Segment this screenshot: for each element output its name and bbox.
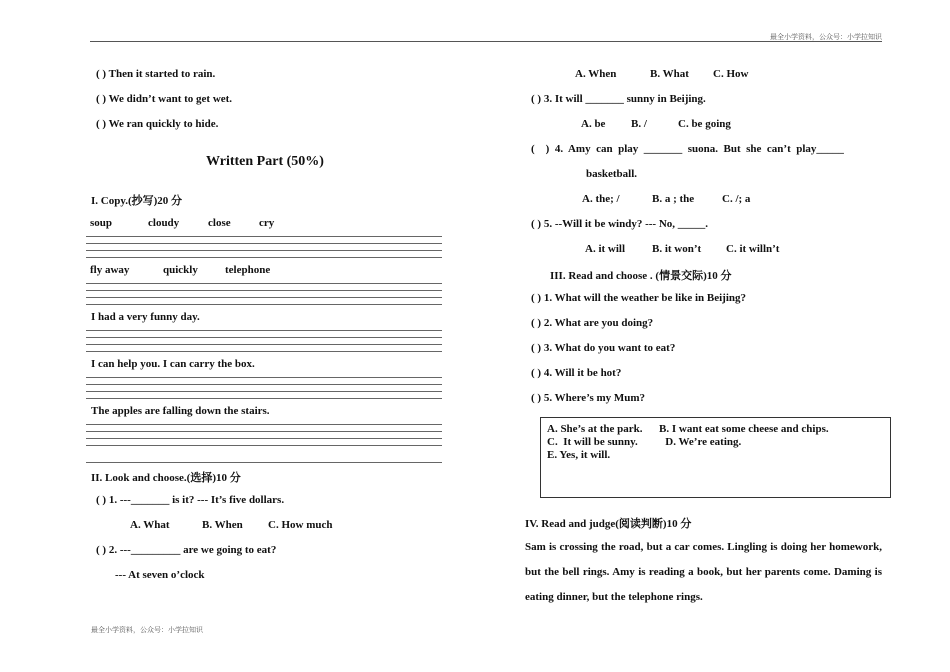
writing-line <box>86 438 442 439</box>
box-line-3: E. Yes, it will. <box>547 449 611 461</box>
box-line-1: A. She’s at the park. B. I want eat some cheese and chips. <box>547 423 829 435</box>
writing-line <box>86 304 442 305</box>
writing-line <box>86 250 442 251</box>
judge-item-1: ( ) Then it started to rain. <box>96 68 216 80</box>
writing-line <box>86 377 442 378</box>
q1-option-a: A. What <box>130 519 170 531</box>
writing-line <box>86 431 442 432</box>
writing-line <box>86 330 442 331</box>
writing-line <box>86 424 442 425</box>
read-choose-heading: III. Read and choose . (情景交际)10 分 <box>550 270 732 282</box>
look-choose-heading: II. Look and choose.(选择)10 分 <box>91 472 241 484</box>
question-4: ( ) 4. Amy can play _______ suona. But she can’t play_____ <box>531 143 844 155</box>
q4-option-a: A. the; / <box>582 193 620 205</box>
copy-word: quickly <box>163 264 198 276</box>
rc-item-3: ( ) 3. What do you want to eat? <box>531 342 676 354</box>
q5-option-c: C. it willn’t <box>726 243 780 255</box>
copy-word: cry <box>259 217 275 229</box>
q4-option-c: C. /; a <box>722 193 751 205</box>
question-4-cont: basketball. <box>586 168 638 180</box>
written-part-title: Written Part (50%) <box>206 154 324 169</box>
question-1: ( ) 1. ---_______ is it? --- It’s five dollars. <box>96 494 285 506</box>
q5-option-b: B. it won’t <box>652 243 702 255</box>
q5-option-a: A. it will <box>585 243 626 255</box>
rc-item-4: ( ) 4. Will it be hot? <box>531 367 622 379</box>
header-note: 最全小学资料，公众号：小学拉知识 <box>770 33 882 41</box>
writing-line <box>86 344 442 345</box>
writing-line <box>86 445 442 446</box>
writing-line <box>86 391 442 392</box>
rc-item-2: ( ) 2. What are you doing? <box>531 317 654 329</box>
q3-option-b: B. / <box>631 118 647 130</box>
rc-item-5: ( ) 5. Where’s my Mum? <box>531 392 646 404</box>
copy-word: telephone <box>225 264 271 276</box>
writing-line <box>86 351 442 352</box>
q2-option-a: A. When <box>575 68 617 80</box>
writing-line <box>86 283 442 284</box>
judge-item-3: ( ) We ran quickly to hide. <box>96 118 219 130</box>
writing-line <box>86 462 442 463</box>
q2-option-c: C. How <box>713 68 749 80</box>
copy-sentence-2: I can help you. I can carry the box. <box>91 358 255 370</box>
q2-option-b: B. What <box>650 68 689 80</box>
footer-note: 最全小学资料，公众号：小学拉知识 <box>91 626 203 634</box>
q2-answer: --- At seven o’clock <box>115 569 205 581</box>
writing-line <box>86 398 442 399</box>
question-3: ( ) 3. It will _______ sunny in Beijing. <box>531 93 706 105</box>
copy-word: cloudy <box>148 217 180 229</box>
reading-passage: Sam is crossing the road, but a car comes. Lingling is doing her homework, but the bell rings. Amy is reading a book, but her parents come. Daming is eating dinner, but the telephone rings. <box>525 541 882 603</box>
box-line-2: C. It will be sunny. D. We’re eating. <box>547 436 742 448</box>
writing-line <box>86 243 442 244</box>
copy-sentence-3: The apples are falling down the stairs. <box>91 405 270 417</box>
writing-line <box>86 290 442 291</box>
header-divider <box>90 41 882 42</box>
rc-item-1: ( ) 1. What will the weather be like in Beijing? <box>531 292 747 304</box>
copy-sentence-1: I had a very funny day. <box>91 311 200 323</box>
q3-option-a: A. be <box>581 118 606 130</box>
copy-word: soup <box>90 217 113 229</box>
q1-option-c: C. How much <box>268 519 333 531</box>
q4-option-b: B. a ; the <box>652 193 695 205</box>
copy-heading: I. Copy.(抄写)20 分 <box>91 195 183 207</box>
judge-item-2: ( ) We didn’t want to get wet. <box>96 93 233 105</box>
writing-line <box>86 384 442 385</box>
writing-line <box>86 236 442 237</box>
copy-word: fly away <box>90 264 130 276</box>
read-judge-heading: IV. Read and judge(阅读判断)10 分 <box>525 518 692 530</box>
q1-option-b: B. When <box>202 519 243 531</box>
q3-option-c: C. be going <box>678 118 731 130</box>
copy-word: close <box>208 217 231 229</box>
writing-line <box>86 297 442 298</box>
question-5: ( ) 5. --Will it be windy? --- No, _____. <box>531 218 709 230</box>
question-2: ( ) 2. ---_________ are we going to eat? <box>96 544 277 556</box>
writing-line <box>86 337 442 338</box>
writing-line <box>86 257 442 258</box>
